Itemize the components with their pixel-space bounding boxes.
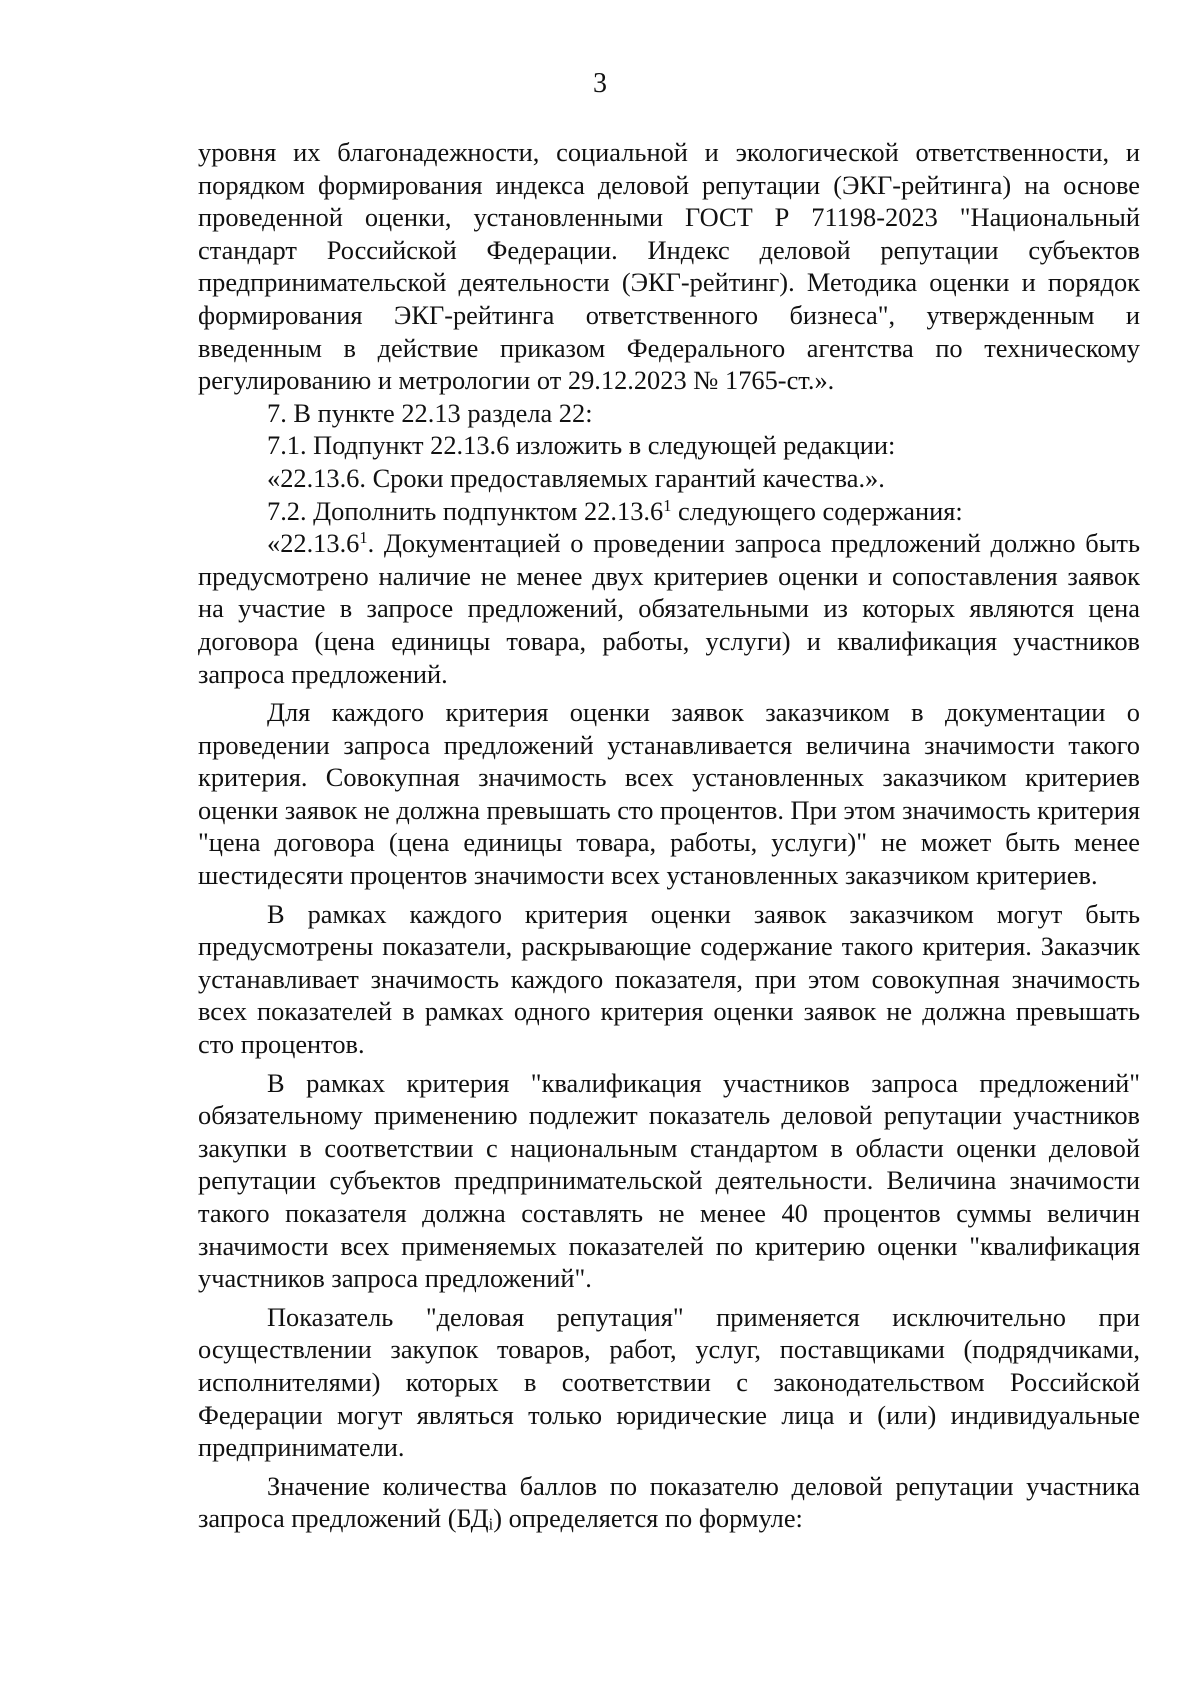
- paragraph-continuation: уровня их благонадежности, социальной и экологической ответственности, и порядком формирования индекса деловой репутации (ЭКГ-рейтинга) на основе проведенной оценки, установленными ГОСТ Р 71198-2023 "Национальный стандарт Российской Федерации. Индекс деловой репутации субъектов предпринимательской деятельности (ЭКГ-рейтинг). Методика оценки и порядок формирования ЭКГ-рейтинга ответственного бизнеса", утвержденным и введенным в действие приказом Федерального агентства по техническому регулированию и метрологии от 29.12.2023 № 1765-ст.».: [198, 137, 1140, 396]
- paragraph-qualification-criterion: В рамках критерия "квалификация участников запроса предложений" обязательному применению подлежит показатель деловой репутации участников закупки в соответствии с национальным стандартом в области оценки деловой репутации субъектов предпринимательской деятельности. Величина значимости такого показателя должна составлять не менее 40 процентов суммы величин значимости всех применяемых показателей по критерию оценки "квалификация участников запроса предложений".: [198, 1067, 1140, 1294]
- paragraph-business-reputation: Показатель "деловая репутация" применяется исключительно при осуществлении закупок товаров, работ, услуг, поставщиками (подрядчиками, исполнителями) которых в соответствии с законодательством Российской Федерации могут являться только юридические лица и (или) индивидуальные предприниматели.: [198, 1301, 1140, 1463]
- page-number: 3: [593, 68, 607, 99]
- paragraph-item-7-1: 7.1. Подпункт 22.13.6 изложить в следующей редакции:: [267, 430, 896, 461]
- paragraph-score-formula: [198, 1470, 1140, 1535]
- paragraph-item-7: 7. В пункте 22.13 раздела 22:: [267, 397, 593, 428]
- document-body: [198, 136, 1140, 1535]
- paragraph-item-7-2-tail: следующего содержания:: [671, 495, 963, 526]
- paragraph-quoted-22-13-6-1: [198, 527, 1140, 690]
- superscript-index: 1: [663, 495, 672, 515]
- superscript-index: 1: [359, 528, 368, 548]
- paragraph-item-7-2: [198, 495, 1140, 528]
- paragraph-score-tail: ) определяется по формуле:: [493, 1503, 803, 1534]
- paragraph-item-7-2-text: 7.2. Дополнить подпунктом 22.13.6: [267, 495, 664, 526]
- paragraph-quoted-number: «22.13.6: [267, 528, 360, 559]
- paragraph-score-text: Значение количества баллов по показателю деловой репутации участника запроса предложений (БД: [198, 1470, 1140, 1534]
- subscript-index: i: [488, 1514, 494, 1534]
- paragraph-indicators: В рамках каждого критерия оценки заявок заказчиком могут быть предусмотрены показатели, раскрывающие содержание такого критерия. Заказчик устанавливает значимость каждого показателя, при этом совокупная значимость всех показателей в рамках одного критерия оценки заявок не должна превышать сто процентов.: [198, 898, 1140, 1060]
- paragraph-criteria-significance: Для каждого критерия оценки заявок заказчиком в документации о проведении запроса предложений устанавливается величина значимости такого критерия. Совокупная значимость всех установленных заказчиком критериев оценки заявок не должна превышать сто процентов. При этом значимость критерия "цена договора (цена единицы товара, работы, услуги)" не может быть менее шестидесяти процентов значимости всех установленных заказчиком критериев.: [198, 697, 1140, 891]
- paragraph-quoted-22-13-6: «22.13.6. Сроки предоставляемых гарантий качества.».: [267, 462, 885, 493]
- paragraph-quoted-text: . Документацией о проведении запроса предложений должно быть предусмотрено наличие не менее двух критериев оценки и сопоставления заявок на участие в запросе предложений, обязательными из которых являются цена договора (цена единицы товара, работы, услуги) и квалификация участников запроса предложений.: [198, 528, 1140, 689]
